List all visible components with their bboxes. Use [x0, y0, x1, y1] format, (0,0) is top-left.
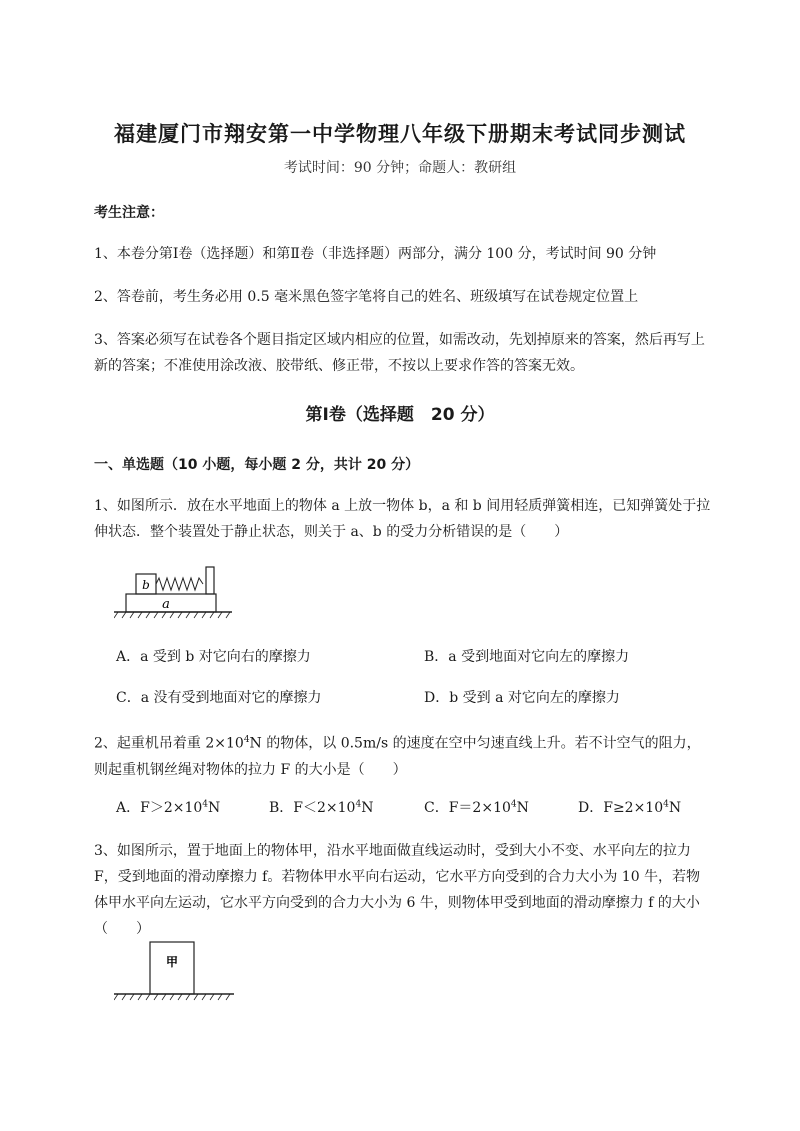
notice-item-2: 2、答卷前，考生务必用 0.5 毫米黑色签字笔将自己的姓名、班级填写在试卷规定位置上 [94, 289, 639, 305]
block-a-shape [126, 594, 216, 612]
question-1-figure [114, 562, 232, 622]
question-3-stem: 3、如图所示，置于地面上的物体甲，沿水平地面做直线运动时，受到大小不变、水平向左的拉力 F，受到地面的滑动摩擦力 f。若物体甲水平向右运动，它水平方向受到的合力大小为 10 牛，若物体甲水平向左运动，它水平方向受到的合力大小为 6 牛，则物体甲受到地面的滑动摩擦力 f 的大小（ ） [94, 843, 701, 937]
question-1-option-c[interactable]: C．a 没有受到地面对它的摩擦力 [116, 690, 322, 706]
question-1-option-d[interactable]: D．b 受到 a 对它向左的摩擦力 [424, 690, 620, 706]
notice-heading: 考生注意： [94, 205, 164, 221]
question-3-figure [114, 940, 234, 1002]
block-b-label: b [142, 578, 150, 592]
block-a-label: a [162, 597, 170, 612]
wall-post-shape [206, 567, 214, 594]
part-heading: 一、单选题（10 小题，每小题 2 分，共计 20 分） [94, 457, 420, 473]
question-2-option-a[interactable]: A．$F>2\times 10^4N$ [116, 799, 221, 816]
question-2-option-d[interactable]: D．$F\ge 2\times 10^4N$ [578, 799, 682, 816]
ground-hatch [114, 612, 230, 618]
question-1-option-a[interactable]: A．a 受到 b 对它向右的摩擦力 [116, 649, 311, 665]
section-title: 第Ⅰ卷（选择题 20 分） [305, 405, 495, 425]
notice-item-1: 1、本卷分第Ⅰ卷（选择题）和第Ⅱ卷（非选择题）两部分，满分 100 分，考试时间 90 分钟 [94, 246, 657, 262]
block-jia-label: 甲 [165, 955, 179, 969]
question-2-option-c[interactable]: C．$F=2\times 10^4N$ [424, 799, 529, 816]
question-1-stem: 1、如图所示．放在水平地面上的物体 a 上放一物体 b，a 和 b 间用轻质弹簧相连，已知弹簧处于拉伸状态．整个装置处于静止状态，则关于 a、b 的受力分析错误的是（ ） [94, 498, 711, 540]
exam-info: 考试时间：90 分钟；命题人：教研组 [283, 160, 517, 176]
question-1-option-b[interactable]: B．a 受到地面对它向左的摩擦力 [424, 649, 630, 665]
question-2-stem: 2、起重机吊着重 $2\times 10^4N$ 的物体，以 0.5m/s 的速度在空中匀速直线上升。若不计空气的阻力，则起重机钢丝绳对物体的拉力 F 的大小是（ ） [94, 735, 701, 778]
notice-item-3: 3、答案必须写在试卷各个题目指定区域内相应的位置，如需改动，先划掉原来的答案，然后再写上新的答案；不准使用涂改液、胶带纸、修正带，不按以上要求作答的答案无效。 [94, 332, 705, 374]
page-title: 福建厦门市翔安第一中学物理八年级下册期末考试同步测试 [114, 122, 686, 146]
ground-hatch [114, 994, 230, 1000]
spring-shape [156, 578, 203, 590]
question-2-option-b[interactable]: B．$F<2\times 10^4N$ [269, 799, 374, 816]
